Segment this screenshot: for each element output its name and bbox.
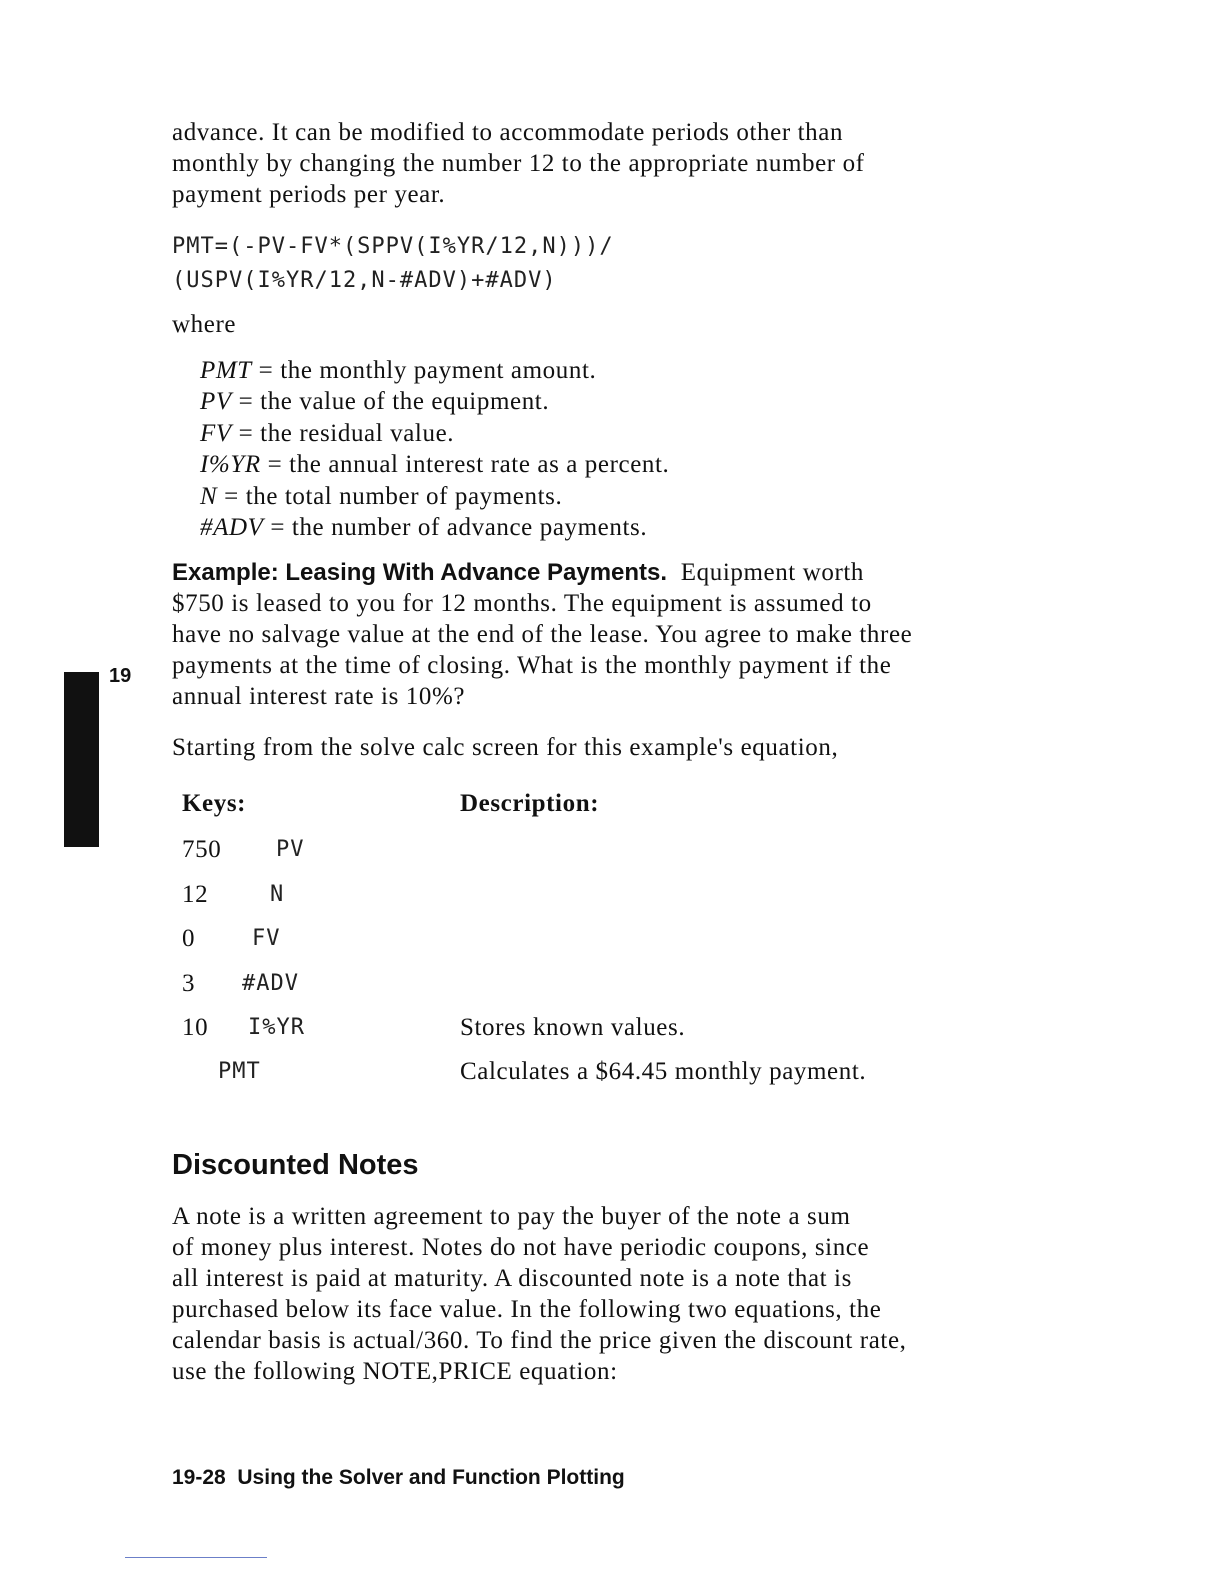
key-number: 3	[182, 970, 196, 997]
definition-row	[200, 355, 669, 386]
variable-definitions	[200, 355, 669, 543]
menu-key-pv: PV	[276, 837, 305, 862]
definition-symbol: I%YR	[200, 451, 261, 479]
text-line: all interest is paid at maturity. A discounted note is a note that is	[172, 1265, 852, 1292]
starting-instruction: Starting from the solve calc screen for this example's equation,	[172, 734, 839, 761]
chapter-title: Using the Solver and Function Plotting	[237, 1466, 625, 1489]
menu-key-n: N	[270, 882, 285, 907]
text-line: payments at the time of closing. What is the monthly payment if the	[172, 652, 892, 679]
equation-line: PMT=(-PV-FV*(SPPV(I%YR/12,N)))/	[172, 234, 614, 259]
text-line: A note is a written agreement to pay the buyer of the note a sum	[172, 1203, 851, 1230]
text-line: $750 is leased to you for 12 months. The equipment is assumed to	[172, 590, 872, 617]
menu-key-iyr: I%YR	[248, 1015, 305, 1040]
text-line: payment periods per year.	[172, 181, 446, 208]
definition-text: = the residual value.	[238, 419, 455, 447]
definition-row	[200, 418, 669, 449]
definition-symbol: PV	[200, 388, 232, 416]
menu-key-fv: FV	[252, 926, 281, 951]
text-line: purchased below its face value. In the following two equations, the	[172, 1296, 882, 1323]
footer-rule	[125, 1557, 267, 1558]
definition-row	[200, 386, 669, 417]
text-line: calendar basis is actual/360. To find the price given the discount rate,	[172, 1327, 907, 1354]
page-footer	[172, 1466, 625, 1490]
definition-symbol: #ADV	[200, 513, 264, 541]
row-description: Calculates a $64.45 monthly payment.	[460, 1058, 867, 1085]
example-heading: Example: Leasing With Advance Payments.	[172, 559, 668, 586]
section-heading: Discounted Notes	[172, 1149, 419, 1181]
page-number: 19-28	[172, 1466, 226, 1489]
menu-key-pmt: PMT	[218, 1059, 261, 1084]
keys-header: Keys:	[182, 790, 247, 817]
definition-text: = the value of the equipment.	[238, 388, 550, 416]
definition-text: = the annual interest rate as a percent.	[267, 451, 670, 479]
text-line: of money plus interest. Notes do not have periodic coupons, since	[172, 1234, 870, 1261]
definition-symbol: FV	[200, 419, 232, 447]
lease-equation	[172, 230, 614, 298]
key-number: 750	[182, 836, 222, 863]
description-header: Description:	[460, 790, 600, 817]
definition-symbol: PMT	[200, 357, 252, 384]
text-line	[172, 557, 1032, 588]
menu-key-adv: #ADV	[242, 971, 299, 996]
definition-row	[200, 449, 669, 480]
equation-line: (USPV(I%YR/12,N-#ADV)+#ADV)	[172, 268, 557, 293]
example-paragraph	[172, 557, 1032, 712]
row-description: Stores known values.	[460, 1014, 686, 1041]
definition-row	[200, 481, 669, 512]
text-line: annual interest rate is 10%?	[172, 683, 466, 710]
definition-symbol: N	[200, 482, 218, 510]
key-number: 12	[182, 881, 209, 908]
notes-paragraph	[172, 1201, 1032, 1387]
definition-row	[200, 512, 669, 543]
where-label: where	[172, 311, 237, 338]
key-number: 0	[182, 925, 196, 952]
intro-paragraph	[172, 117, 1012, 210]
chapter-tab-number: 19	[109, 665, 132, 687]
definition-text: = the number of advance payments.	[270, 513, 648, 541]
definition-text: = the total number of payments.	[224, 482, 563, 510]
chapter-thumb-tab	[64, 672, 99, 847]
text-line: advance. It can be modified to accommodate periods other than	[172, 119, 844, 146]
example-text: Equipment worth	[680, 559, 865, 586]
text-line: have no salvage value at the end of the lease. You agree to make three	[172, 621, 913, 648]
text-line: use the following NOTE,PRICE equation:	[172, 1358, 618, 1385]
text-line: monthly by changing the number 12 to the appropriate number of	[172, 150, 865, 177]
key-number: 10	[182, 1014, 209, 1041]
definition-text: = the monthly payment amount.	[258, 357, 597, 384]
